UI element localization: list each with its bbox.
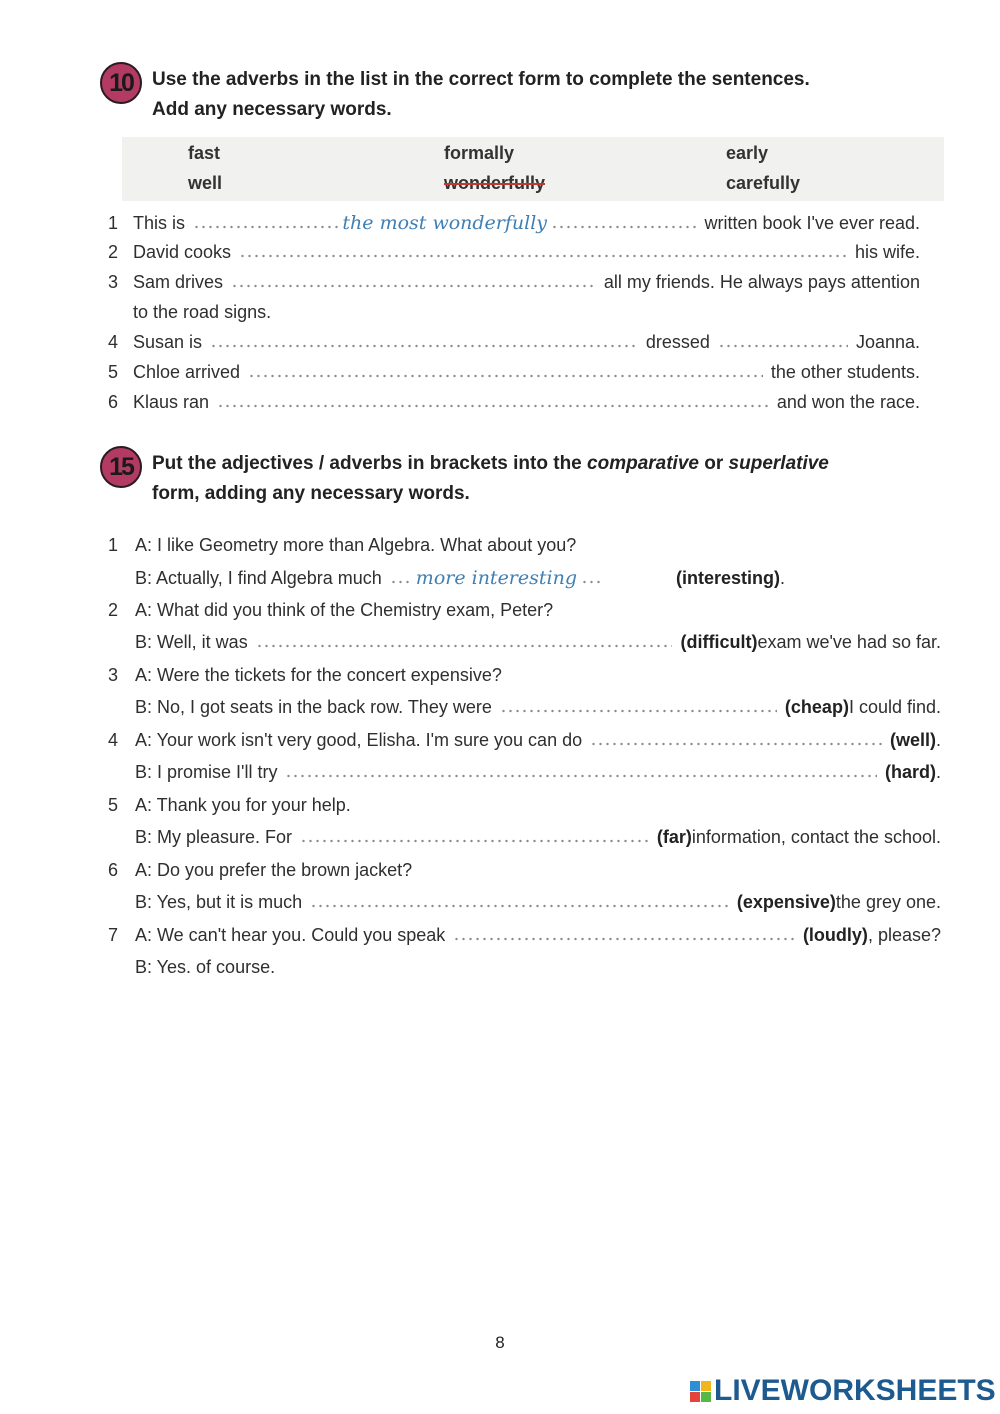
word-item: fast xyxy=(188,143,221,163)
instruction-line: Put the adjectives / adverbs in brackets into the comparative or superlative xyxy=(152,453,829,474)
dialogue-line-b: B: I promise I'll try (hard) . xyxy=(135,762,941,782)
answer-blank[interactable] xyxy=(256,632,673,648)
answer-blank[interactable] xyxy=(718,332,848,348)
answer-blank[interactable] xyxy=(231,272,596,288)
sentence-row xyxy=(108,332,920,353)
dialogue-line-a: 2 A: What did you think of the Chemistry exam, Peter? xyxy=(108,600,554,620)
bracket-hint: (cheap) xyxy=(784,697,849,717)
sentence-start: David cooks xyxy=(133,242,232,262)
sentence-end: and won the race. xyxy=(776,392,920,412)
sentence-start: Chloe arrived xyxy=(133,362,241,382)
word-item: carefully xyxy=(726,173,801,193)
dotted-blank xyxy=(390,568,412,584)
item-number: 7 xyxy=(108,925,119,945)
answer-field[interactable] xyxy=(390,567,668,589)
sentence-row xyxy=(108,242,920,263)
bracket-hint: (expensive) xyxy=(736,892,836,912)
answer-blank[interactable] xyxy=(500,697,777,713)
dialogue-line-b: B: Yes. of course. xyxy=(135,957,276,977)
dialogue-line-a: 1 A: I like Geometry more than Algebra. What about you? xyxy=(108,535,577,555)
dialogue-line-a: 7 A: We can't hear you. Could you speak (loudly) , please? xyxy=(108,925,941,945)
logo-icon xyxy=(690,1381,711,1402)
item-number: 1 xyxy=(108,535,119,555)
sentence-start: This is xyxy=(133,213,186,233)
answer-blank[interactable] xyxy=(453,925,795,941)
dotted-blank xyxy=(581,568,603,584)
exercise-instructions xyxy=(152,449,829,509)
filled-answer: the most wonderfully xyxy=(342,212,548,234)
dotted-blank xyxy=(551,213,696,229)
sentence-row xyxy=(108,392,920,413)
dialogue-line-a: 6 A: Do you prefer the brown jacket? xyxy=(108,860,413,880)
sentence-end: the other students. xyxy=(770,362,920,382)
word-item-used: wonderfully xyxy=(444,173,546,193)
answer-blank[interactable] xyxy=(300,827,649,843)
bracket-hint: (hard) xyxy=(884,762,936,782)
dialogue-line-b: B: Actually, I find Algebra much more interesting (interesting) . xyxy=(135,567,785,589)
sentence-end: his wife. xyxy=(854,242,920,262)
exercise-instructions xyxy=(152,65,810,125)
sentence-end: Joanna. xyxy=(855,332,920,352)
dialogue-line-a: 3 A: Were the tickets for the concert expensive? xyxy=(108,665,502,685)
bracket-hint: (well) xyxy=(889,730,936,750)
item-number: 3 xyxy=(108,272,119,292)
sentence-middle: dressed xyxy=(645,332,710,352)
word-list-box xyxy=(122,137,944,201)
answer-blank[interactable] xyxy=(210,332,638,348)
word-item: early xyxy=(726,143,769,163)
dotted-blank xyxy=(193,213,338,229)
dialogue-line-b: B: My pleasure. For (far) information, contact the school. xyxy=(135,827,941,847)
sentence-start: Klaus ran xyxy=(133,392,210,412)
bracket-hint: (interesting) xyxy=(675,568,780,588)
item-number: 2 xyxy=(108,600,119,620)
dialogue-line-a: 4 A: Your work isn't very good, Elisha. I'm sure you can do (well) . xyxy=(108,730,941,750)
sentence-start: Susan is xyxy=(133,332,203,352)
item-number: 4 xyxy=(108,332,119,352)
instruction-line: Use the adverbs in the list in the correct form to complete the sentences. xyxy=(152,69,810,90)
word-item: well xyxy=(188,173,223,193)
item-number: 4 xyxy=(108,730,119,750)
logo-text: LIVEWORKSHEETS xyxy=(714,1374,996,1407)
sentence-start: Sam drives xyxy=(133,272,224,292)
item-number: 6 xyxy=(108,860,119,880)
bracket-hint: (difficult) xyxy=(680,632,758,652)
sentence-row xyxy=(108,272,920,293)
bracket-hint: (far) xyxy=(656,827,692,847)
dialogue-line-b: B: Yes, but it is much (expensive) the grey one. xyxy=(135,892,941,912)
sentence-continuation: to the road signs. xyxy=(133,302,272,322)
answer-blank[interactable] xyxy=(285,762,877,778)
answer-blank[interactable] xyxy=(590,730,882,746)
dialogue-line-b: B: Well, it was (difficult) exam we've had so far. xyxy=(135,632,941,652)
answer-field[interactable] xyxy=(193,212,696,234)
exercise-number-badge: 15 xyxy=(100,446,142,488)
word-item: formally xyxy=(444,143,515,163)
answer-blank[interactable] xyxy=(217,392,769,408)
answer-blank[interactable] xyxy=(310,892,729,908)
instruction-line: Add any necessary words. xyxy=(152,99,392,120)
item-number: 5 xyxy=(108,362,119,382)
item-number: 2 xyxy=(108,242,119,262)
bracket-hint: (loudly) xyxy=(802,925,868,945)
exercise-10-header xyxy=(100,62,810,125)
item-number: 1 xyxy=(108,213,119,233)
dialogue-line-a: 5 A: Thank you for your help. xyxy=(108,795,351,815)
liveworksheets-logo xyxy=(690,1374,996,1408)
dialogue-line-b: B: No, I got seats in the back row. They were (cheap) I could find. xyxy=(135,697,941,717)
sentence-end: all my friends. He always pays attention xyxy=(603,272,920,292)
item-number: 6 xyxy=(108,392,119,412)
exercise-number-badge: 10 xyxy=(100,62,142,104)
answer-blank[interactable] xyxy=(239,242,847,258)
item-number: 5 xyxy=(108,795,119,815)
sentence-row xyxy=(108,212,920,234)
sentence-end: written book I've ever read. xyxy=(704,213,920,233)
instruction-line: form, adding any necessary words. xyxy=(152,483,470,504)
exercise-15-header xyxy=(100,446,829,509)
answer-blank[interactable] xyxy=(248,362,763,378)
page-number: 8 xyxy=(495,1333,505,1352)
filled-answer: more interesting xyxy=(415,567,577,589)
item-number: 3 xyxy=(108,665,119,685)
sentence-row xyxy=(108,362,920,383)
